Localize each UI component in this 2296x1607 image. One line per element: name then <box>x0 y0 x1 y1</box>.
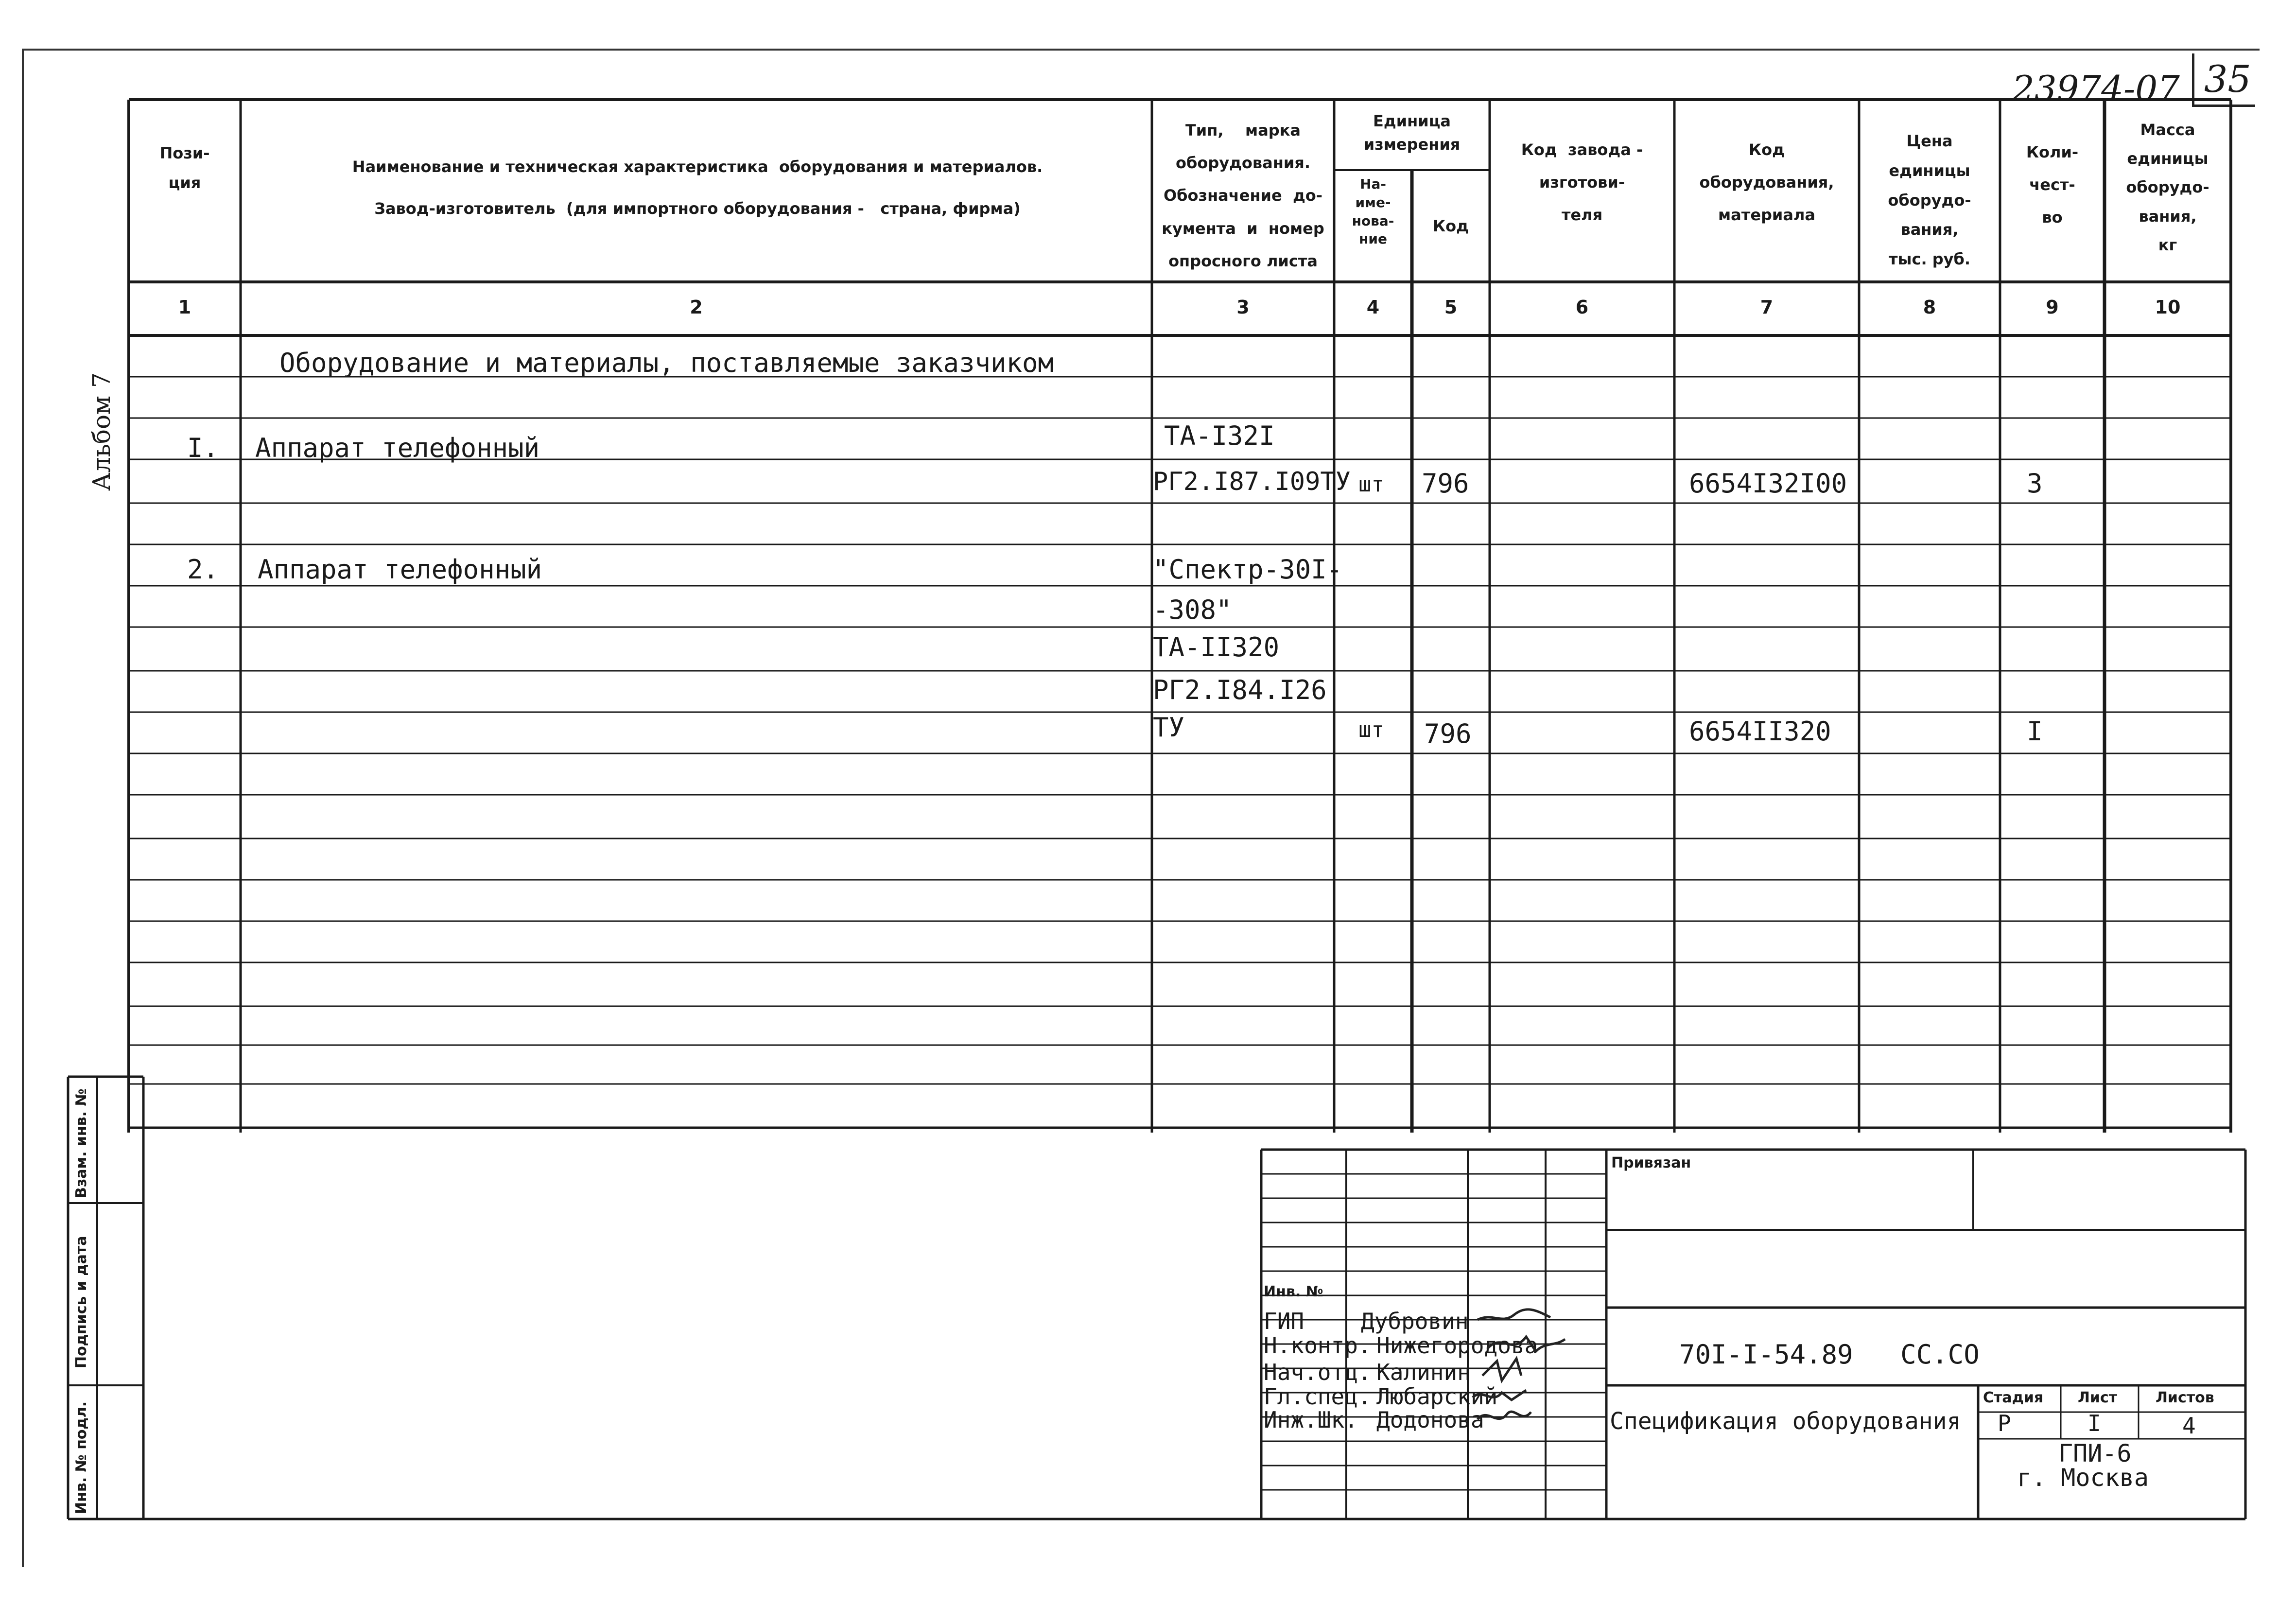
item-type-line: ТА-I32I <box>1164 420 1275 451</box>
bound-label: Привязан <box>1611 1154 1691 1171</box>
signer-name: Нижегородова <box>1376 1332 1538 1359</box>
signer-role: Нач.отд. <box>1264 1359 1372 1385</box>
column-number: 6 <box>1575 297 1589 318</box>
stamp-inv-no-sub: Инв. № подл. <box>73 1401 90 1514</box>
item-unit-name: шт <box>1358 717 1384 742</box>
item-name: Аппарат телефонный <box>255 433 540 463</box>
signer-role: Н.контр. <box>1264 1332 1372 1359</box>
stamp-sign-date: Подпись и дата <box>73 1236 90 1368</box>
column-number: 10 <box>2155 297 2181 318</box>
signature-scribbles <box>1468 1303 1614 1449</box>
stage-label: Стадия <box>1983 1389 2044 1406</box>
stage-value: Р <box>1998 1410 2011 1436</box>
signer-role: ГИП <box>1264 1308 1305 1334</box>
header-unit-name: На- име- нова- ние <box>1352 176 1394 247</box>
item-unit-code: 796 <box>1424 718 1472 749</box>
header-name: Наименование и техническая характеристика оборудования и материалов. Завод-изготовитель (для импортного оборудования - страна, фирма) <box>352 157 1043 218</box>
header-mass: Масса единицы оборудо- вания, кг <box>2126 121 2209 254</box>
item-position: I. <box>187 433 219 463</box>
signer-name: Додонова <box>1376 1407 1484 1433</box>
header-unit-code: Код <box>1433 217 1469 235</box>
item-equipment-code: 6654II320 <box>1689 716 1831 747</box>
header-type: Тип, марка оборудования. Обозначение до- кумента и номер опросного листа <box>1162 121 1324 270</box>
column-number: 4 <box>1366 297 1380 318</box>
item-type-line: ТА-II320 <box>1153 632 1280 663</box>
item-type-line: ТУ <box>1153 712 1185 743</box>
item-type-line: -308" <box>1153 594 1232 625</box>
item-quantity: 3 <box>2027 468 2043 499</box>
signer-name: Дубровин <box>1361 1308 1469 1334</box>
sheet-label: Лист <box>2078 1389 2118 1406</box>
item-equipment-code: 6654I32I00 <box>1689 468 1847 499</box>
header-price: Цена единицы оборудо- вания, тыс. руб. <box>1888 132 1971 269</box>
item-unit-code: 796 <box>1422 468 1469 499</box>
header-unit-group: Единица измерения <box>1363 112 1461 154</box>
item-position: 2. <box>187 554 219 585</box>
signer-role: Гл.спец. <box>1264 1383 1372 1410</box>
column-number: 1 <box>178 297 191 318</box>
org-line2: г. Москва <box>2017 1464 2149 1492</box>
column-number: 7 <box>1760 297 1774 318</box>
signer-name: Калинин <box>1376 1359 1471 1385</box>
sheet-value: I <box>2087 1410 2101 1436</box>
column-number: 3 <box>1236 297 1250 318</box>
header-factory-code: Код завода - изготови- теля <box>1521 140 1643 225</box>
sheets-value: 4 <box>2182 1413 2196 1439</box>
item-name: Аппарат телефонный <box>258 554 542 585</box>
designation: 70I-I-54.89 СС.СО <box>1679 1339 1980 1370</box>
org-line1: ГПИ-6 <box>2058 1439 2132 1467</box>
item-type-line: РГ2.I87.I09ТУ <box>1153 467 1351 496</box>
signer-role: Инж.Шк. <box>1264 1407 1358 1433</box>
column-number: 5 <box>1444 297 1458 318</box>
item-quantity: I <box>2027 716 2043 747</box>
item-unit-name: шт <box>1358 472 1384 497</box>
section-title: Оборудование и материалы, поставляемые заказчиком <box>279 348 1054 378</box>
item-type-line: РГ2.I84.I26 <box>1153 675 1327 705</box>
header-quantity: Коли- чест- во <box>2026 143 2079 227</box>
item-type-line: "Спектр-30I- <box>1153 554 1343 585</box>
header-position: Пози- ция <box>159 144 210 192</box>
page-number: 35 <box>2204 57 2251 101</box>
album-label: Альбом 7 <box>87 372 116 491</box>
signer-name: Любарский <box>1376 1383 1498 1410</box>
doc-title: Спецификация оборудования <box>1610 1408 1961 1435</box>
column-number: 2 <box>690 297 703 318</box>
sheets-label: Листов <box>2156 1389 2214 1406</box>
column-number: 9 <box>2046 297 2059 318</box>
column-number: 8 <box>1923 297 1936 318</box>
archive-number: 23974-07 <box>2012 68 2180 109</box>
stamp-replace-inv: Взам. инв. № <box>73 1088 90 1198</box>
inv-no-label: Инв. № <box>1264 1283 1323 1300</box>
header-equipment-code: Код оборудования, материала <box>1699 140 1834 225</box>
